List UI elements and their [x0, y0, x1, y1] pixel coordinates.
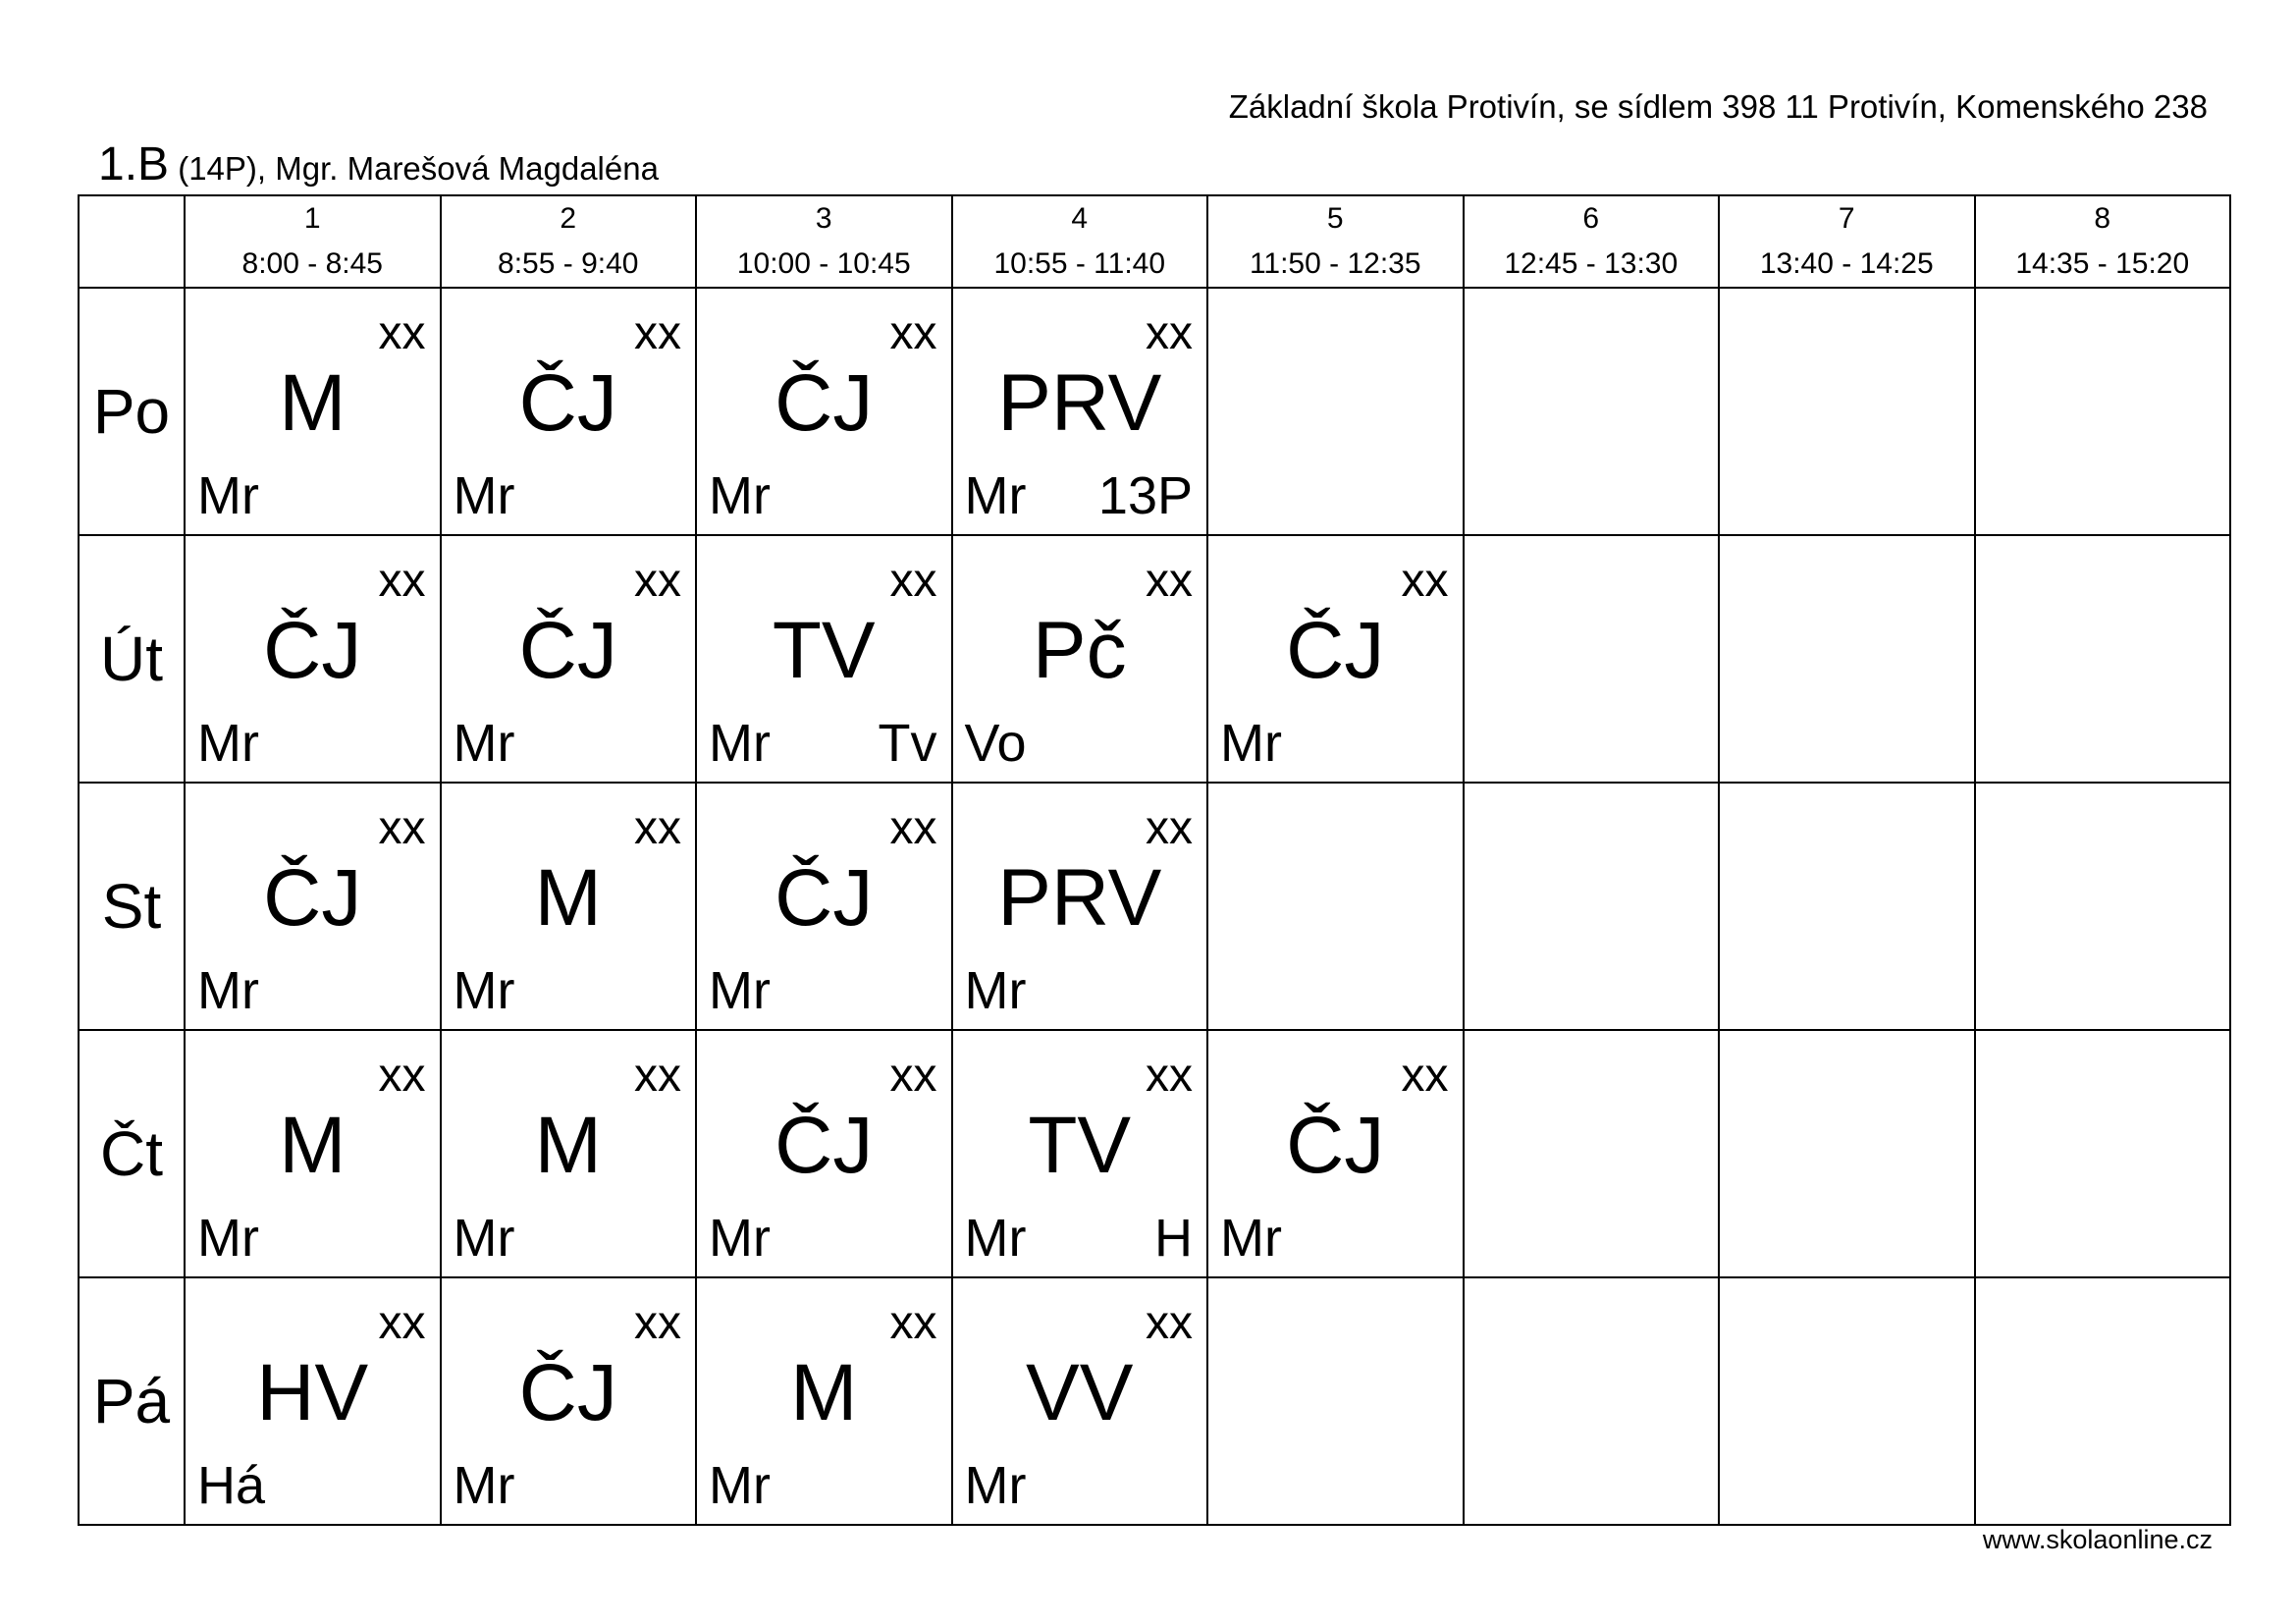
- period-number: 1: [303, 202, 321, 235]
- lesson-group: xx: [889, 555, 937, 607]
- period-header-1: [185, 195, 441, 288]
- lesson-subject: ČJ: [263, 853, 362, 943]
- lesson-group: xx: [889, 1297, 937, 1349]
- lesson-cell: [952, 1030, 1208, 1277]
- lesson-teacher: Mr: [964, 961, 1027, 1020]
- school-header: Základní škola Protivín, se sídlem 398 11 Protivín, Komenského 238: [1228, 88, 2208, 125]
- empty-cell: [1464, 1030, 1720, 1277]
- lesson-cell: [696, 535, 952, 783]
- lesson-room: H: [1154, 1209, 1193, 1268]
- day-name: Čt: [79, 1030, 185, 1277]
- lesson-teacher: Mr: [453, 466, 515, 525]
- period-header-5: [1207, 195, 1464, 288]
- lesson-teacher: Mr: [453, 714, 515, 773]
- period-number: 2: [560, 202, 577, 235]
- lesson-cell: [696, 1030, 952, 1277]
- lesson-subject: ČJ: [263, 606, 362, 695]
- lesson-teacher: Mr: [197, 714, 259, 773]
- lesson-subject: HV: [256, 1348, 369, 1437]
- lesson-teacher: Há: [197, 1456, 266, 1515]
- day-row: [79, 535, 2230, 783]
- empty-cell: [1464, 535, 1720, 783]
- lesson-subject: PRV: [997, 358, 1162, 448]
- corner-cell: [79, 195, 185, 288]
- footer-url: www.skolaonline.cz: [1982, 1525, 2213, 1554]
- day-name: Út: [79, 535, 185, 783]
- lesson-teacher: Mr: [453, 1456, 515, 1515]
- lesson-teacher: Mr: [709, 1456, 771, 1515]
- lesson-teacher: Mr: [709, 714, 771, 773]
- empty-cell: [1719, 535, 1975, 783]
- class-name: 1.B: [98, 138, 170, 190]
- lesson-cell: [952, 288, 1208, 535]
- lesson-subject: Pč: [1032, 606, 1127, 695]
- lesson-teacher: Mr: [709, 961, 771, 1020]
- lesson-subject: PRV: [997, 853, 1162, 943]
- period-number: 8: [2094, 202, 2111, 235]
- lesson-subject: VV: [1026, 1348, 1134, 1437]
- empty-cell: [1464, 288, 1720, 535]
- lesson-subject: M: [790, 1348, 858, 1437]
- lesson-group: xx: [634, 555, 681, 607]
- lesson-teacher: Mr: [709, 1209, 771, 1268]
- lesson-cell: [696, 1277, 952, 1525]
- day-row: [79, 1030, 2230, 1277]
- lesson-subject: M: [279, 358, 347, 448]
- period-header-2: [441, 195, 697, 288]
- lesson-group: xx: [634, 307, 681, 359]
- lesson-teacher: Mr: [197, 1209, 259, 1268]
- lesson-teacher: Mr: [1220, 1209, 1282, 1268]
- period-number: 4: [1071, 202, 1089, 235]
- period-header-6: [1464, 195, 1720, 288]
- lesson-subject: ČJ: [518, 358, 617, 448]
- lesson-group: xx: [378, 555, 426, 607]
- empty-cell: [1464, 1277, 1720, 1525]
- lesson-teacher: Mr: [453, 961, 515, 1020]
- lesson-room: 13P: [1097, 466, 1193, 525]
- lesson-cell: [1207, 1030, 1464, 1277]
- empty-cell: [1719, 288, 1975, 535]
- lesson-cell: [185, 288, 441, 535]
- period-time: 8:55 - 9:40: [498, 247, 639, 280]
- lesson-group: xx: [634, 1297, 681, 1349]
- period-number: 3: [815, 202, 832, 235]
- lesson-subject: ČJ: [518, 1348, 617, 1437]
- lesson-group: xx: [1146, 307, 1193, 359]
- period-time: 10:00 - 10:45: [736, 247, 911, 280]
- lesson-teacher: Vo: [964, 714, 1027, 773]
- day-row: [79, 1277, 2230, 1525]
- lesson-cell: [696, 288, 952, 535]
- lesson-group: xx: [1146, 1050, 1193, 1102]
- lesson-subject: TV: [1028, 1101, 1132, 1190]
- lesson-group: xx: [1401, 1050, 1449, 1102]
- lesson-teacher: Mr: [964, 1209, 1027, 1268]
- lesson-subject: ČJ: [774, 853, 874, 943]
- day-name: Po: [79, 288, 185, 535]
- empty-cell: [1207, 1277, 1464, 1525]
- period-header-row: [79, 195, 2230, 288]
- period-header-3: [696, 195, 952, 288]
- empty-cell: [1719, 1030, 1975, 1277]
- empty-cell: [1975, 535, 2231, 783]
- empty-cell: [1975, 1030, 2231, 1277]
- lesson-group: xx: [1146, 1297, 1193, 1349]
- lesson-teacher: Mr: [1220, 714, 1282, 773]
- lesson-teacher: Mr: [964, 1456, 1027, 1515]
- period-number: 5: [1326, 202, 1344, 235]
- lesson-group: xx: [889, 1050, 937, 1102]
- lesson-cell: [441, 1277, 697, 1525]
- lesson-group: xx: [378, 1297, 426, 1349]
- lesson-cell: [952, 535, 1208, 783]
- period-header-8: [1975, 195, 2231, 288]
- lesson-group: xx: [889, 802, 937, 854]
- lesson-cell: [696, 783, 952, 1030]
- lesson-cell: [441, 535, 697, 783]
- lesson-teacher: Mr: [197, 466, 259, 525]
- day-name: Pá: [79, 1277, 185, 1525]
- lesson-teacher: Mr: [709, 466, 771, 525]
- lesson-teacher: Mr: [197, 961, 259, 1020]
- lesson-group: xx: [1146, 555, 1193, 607]
- lesson-subject: ČJ: [774, 358, 874, 448]
- period-header-7: [1719, 195, 1975, 288]
- lesson-cell: [441, 288, 697, 535]
- lesson-subject: M: [534, 1101, 602, 1190]
- lesson-teacher: Mr: [453, 1209, 515, 1268]
- lesson-subject: M: [534, 853, 602, 943]
- period-number: 7: [1838, 202, 1855, 235]
- lesson-cell: [441, 783, 697, 1030]
- lesson-subject: TV: [772, 606, 876, 695]
- period-time: 8:00 - 8:45: [241, 247, 383, 280]
- empty-cell: [1975, 1277, 2231, 1525]
- lesson-teacher: Mr: [964, 466, 1027, 525]
- class-info: (14P), Mgr. Marešová Magdaléna: [169, 150, 659, 187]
- empty-cell: [1207, 288, 1464, 535]
- lesson-cell: [185, 1277, 441, 1525]
- lesson-cell: [185, 1030, 441, 1277]
- lesson-subject: M: [279, 1101, 347, 1190]
- lesson-subject: ČJ: [774, 1101, 874, 1190]
- period-time: 14:35 - 15:20: [2015, 247, 2190, 280]
- lesson-subject: ČJ: [1286, 1101, 1385, 1190]
- period-number: 6: [1582, 202, 1600, 235]
- lesson-group: xx: [1146, 802, 1193, 854]
- lesson-cell: [952, 1277, 1208, 1525]
- lesson-cell: [1207, 535, 1464, 783]
- lesson-cell: [441, 1030, 697, 1277]
- empty-cell: [1719, 1277, 1975, 1525]
- timetable-title: [98, 137, 659, 191]
- day-row: [79, 288, 2230, 535]
- empty-cell: [1207, 783, 1464, 1030]
- empty-cell: [1464, 783, 1720, 1030]
- period-header-4: [952, 195, 1208, 288]
- lesson-group: xx: [889, 307, 937, 359]
- period-time: 10:55 - 11:40: [993, 247, 1166, 280]
- day-row: [79, 783, 2230, 1030]
- lesson-cell: [185, 783, 441, 1030]
- lesson-group: xx: [378, 802, 426, 854]
- timetable-grid: [78, 194, 2231, 1526]
- lesson-group: xx: [634, 1050, 681, 1102]
- lesson-subject: ČJ: [1286, 606, 1385, 695]
- empty-cell: [1975, 783, 2231, 1030]
- lesson-cell: [952, 783, 1208, 1030]
- lesson-group: xx: [378, 307, 426, 359]
- lesson-subject: ČJ: [518, 606, 617, 695]
- period-time: 13:40 - 14:25: [1759, 247, 1934, 280]
- period-time: 11:50 - 12:35: [1249, 247, 1421, 280]
- lesson-group: xx: [634, 802, 681, 854]
- lesson-group: xx: [1401, 555, 1449, 607]
- day-name: St: [79, 783, 185, 1030]
- lesson-group: xx: [378, 1050, 426, 1102]
- empty-cell: [1719, 783, 1975, 1030]
- lesson-room: Tv: [878, 714, 937, 773]
- period-time: 12:45 - 13:30: [1504, 247, 1679, 280]
- empty-cell: [1975, 288, 2231, 535]
- lesson-cell: [185, 535, 441, 783]
